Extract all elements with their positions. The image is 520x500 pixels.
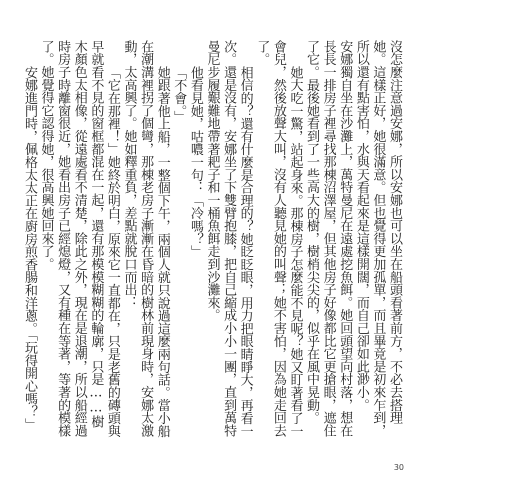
paragraph-7: 她跟著他上船，一整個下午，兩個人就只說過這麼兩句話。當小船在潮溝裡拐了個彎，那棟老房子漸漸在昏暗的樹林前現身時，安娜太激動，太高興了。她如釋重負，差點就脫口而出： [121, 40, 170, 438]
paragraph-4: 相信的？還有什麼是合理的？她眨眨眼，用力把眼睛睜大，再看一次。還是沒有，安娜坐了下雙臂抱膝，把自己縮成小小一團，直到萬特曼尼步履艱難地帶著耙子和一桶魚餌走到沙灘來。 [204, 40, 253, 438]
page-number: 30 [393, 463, 404, 472]
paragraph-9: 安娜進門時，佩格太太正在廚房煎香腸和洋蔥。「玩得開心嗎？」 [21, 66, 37, 431]
paragraph-3: 她大吃一驚，站起身來。那棟房子怎麼能不見呢？她又盯著看了一會兒，然後放聲大叫，沒有人聽見她的叫聲；她不害怕，因為她走回去了。 [254, 40, 303, 438]
paragraph-8: 「它在那裡！」她終於明白，原來它一直都在，只是老舊的磚頭與早就看不見的窗框都混在一起，還有那模模糊糊的輪廓，只是……樹木顏色太相像，從遠處看不清楚，除此之外，現在是退潮，所以船經過時房子時離窗很近，她看出房子已經熄燈，又有種在等著，等著的模樣了。她覺得它認得她，很高興她回來了。 [38, 40, 120, 438]
paragraph-5: 他看見她，咕噥一句：「冷嗎？」 [187, 66, 203, 259]
paragraph-1: 沒怎麼注意過安娜，所以安娜也可以坐在船頭看著前方，不必去搭理她。這樣正好，她很滿意。但也覺得更加孤單，而且畢竟是初來乍到，所以還有點害怕，水與天看起來是這樣開闊，而自己卻如此渺小。 [353, 40, 402, 437]
vertical-text-body [20, 40, 402, 440]
paragraph-2: 安娜獨自坐在沙灘上，萬特曼尼在遠處挖魚餌。她回頭望向村落，想在長長一排房子裡尋找那棟沼澤屋，但其他房子好像都比它更搶眼，遮住了它。最後她看到了一些高大的樹，樹梢尖尖的，似乎在風中晃動。 [304, 40, 353, 437]
paragraph-6: 「不會。」 [171, 66, 187, 124]
